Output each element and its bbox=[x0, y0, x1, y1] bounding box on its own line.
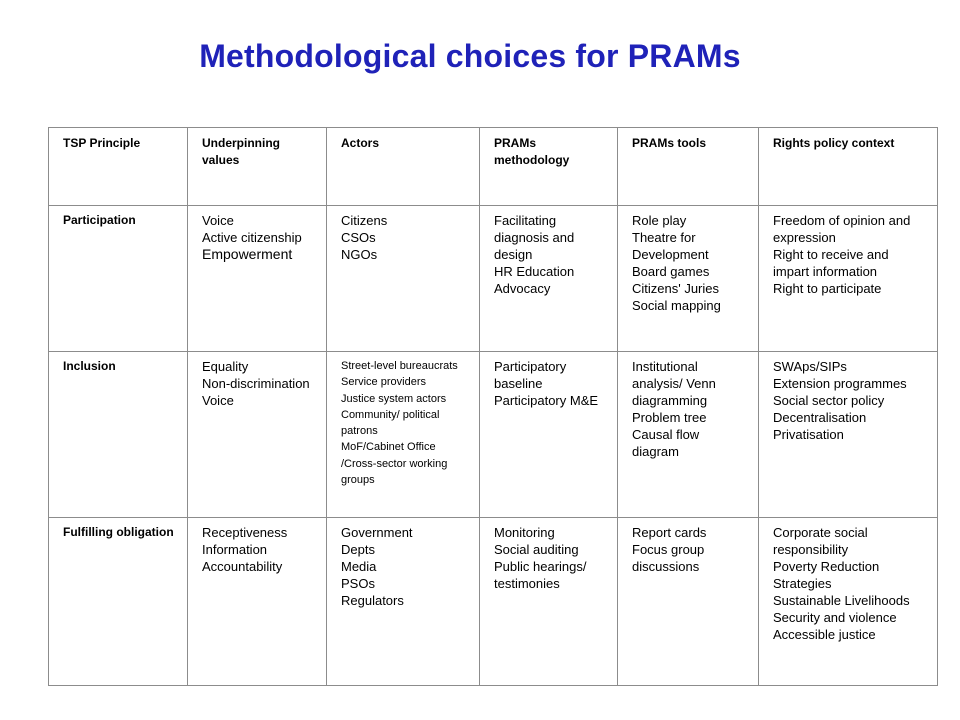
actors-cell bbox=[327, 206, 480, 352]
cell-line: CSOs bbox=[341, 230, 376, 245]
cell-line: Government bbox=[341, 525, 413, 540]
cell-line: Social mapping bbox=[632, 298, 721, 313]
cell-line: Accountability bbox=[202, 559, 283, 574]
cell-line: Regulators bbox=[341, 593, 404, 608]
cell-line: Problem tree bbox=[632, 410, 707, 425]
cell-line: Theatre for Development bbox=[632, 230, 709, 262]
cell-line: Social auditing bbox=[494, 542, 579, 557]
policy-cell bbox=[759, 352, 938, 518]
cell-line: Privatisation bbox=[773, 427, 844, 442]
methodology-cell bbox=[480, 518, 618, 686]
cell-line: Institutional analysis/ Venn diagramming bbox=[632, 359, 716, 408]
cell-line: Extension programmes bbox=[773, 376, 907, 391]
cell-line: HR Education bbox=[494, 264, 575, 279]
cell-line: NGOs bbox=[341, 247, 378, 262]
cell-line: Board games bbox=[632, 264, 710, 279]
cell-line: Right to participate bbox=[773, 281, 882, 296]
principle-cell: Inclusion bbox=[49, 352, 188, 518]
cell-line: Service providers bbox=[341, 376, 426, 389]
cell-line: Sustainable Livelihoods bbox=[773, 593, 910, 608]
cell-line: Information bbox=[202, 542, 268, 557]
cell-line: Poverty Reduction Strategies bbox=[773, 559, 880, 591]
cell-line: Equality bbox=[202, 359, 249, 374]
cell-line: Citizens' Juries bbox=[632, 281, 720, 296]
cell-line: Causal flow diagram bbox=[632, 427, 700, 459]
cell-line: Justice system actors bbox=[341, 392, 447, 405]
principle-cell: Fulfilling obligation bbox=[49, 518, 188, 686]
cell-line: Citizens bbox=[341, 213, 388, 228]
tools-cell bbox=[618, 518, 759, 686]
cell-line: Facilitating diagnosis and design bbox=[494, 213, 575, 262]
cell-line: Social sector policy bbox=[773, 393, 885, 408]
cell-line: Focus group discussions bbox=[632, 542, 705, 574]
methodology-cell bbox=[480, 352, 618, 518]
tools-cell bbox=[618, 352, 759, 518]
cell-line: Report cards bbox=[632, 525, 707, 540]
policy-cell bbox=[759, 206, 938, 352]
cell-line: Depts bbox=[341, 542, 375, 557]
cell-line: Accessible justice bbox=[773, 627, 876, 642]
principle-cell: Participation bbox=[49, 206, 188, 352]
table-header-row bbox=[49, 128, 938, 206]
cell-line: Role play bbox=[632, 213, 687, 228]
cell-line: Community/ political patrons bbox=[341, 408, 440, 438]
cell-line: Voice bbox=[202, 213, 234, 228]
column-header: PRAMs tools bbox=[618, 128, 759, 206]
cell-line: Participatory baseline bbox=[494, 359, 567, 391]
cell-line: SWAps/SIPs bbox=[773, 359, 847, 374]
table-row bbox=[49, 352, 938, 518]
cell-line: Freedom of opinion and expression bbox=[773, 213, 911, 245]
tools-cell bbox=[618, 206, 759, 352]
values-cell bbox=[188, 518, 327, 686]
values-cell bbox=[188, 206, 327, 352]
column-header: Actors bbox=[327, 128, 480, 206]
methodology-cell bbox=[480, 206, 618, 352]
column-header: Rights policy context bbox=[759, 128, 938, 206]
cell-line: PSOs bbox=[341, 576, 375, 591]
cell-line: MoF/Cabinet Office /Cross-sector working groups bbox=[341, 441, 448, 487]
cell-line: Advocacy bbox=[494, 281, 551, 296]
cell-line: Empowerment bbox=[202, 246, 293, 262]
cell-line: Corporate social responsibility bbox=[773, 525, 868, 557]
actors-cell bbox=[327, 518, 480, 686]
cell-line: Decentralisation bbox=[773, 410, 867, 425]
cell-line: Voice bbox=[202, 393, 234, 408]
column-header: Underpinning values bbox=[188, 128, 327, 206]
cell-line: Public hearings/ testimonies bbox=[494, 559, 587, 591]
cell-line: Receptiveness bbox=[202, 525, 288, 540]
cell-line: Participatory M&E bbox=[494, 393, 599, 408]
cell-line: Security and violence bbox=[773, 610, 897, 625]
policy-cell bbox=[759, 518, 938, 686]
values-cell bbox=[188, 352, 327, 518]
cell-line: Media bbox=[341, 559, 377, 574]
actors-cell bbox=[327, 352, 480, 518]
column-header: PRAMs methodology bbox=[480, 128, 618, 206]
cell-line: Street-level bureaucrats bbox=[341, 360, 458, 372]
table-row bbox=[49, 206, 938, 352]
slide-title: Methodological choices for PRAMs bbox=[199, 38, 741, 74]
table-row bbox=[49, 518, 938, 686]
cell-line: Active citizenship bbox=[202, 230, 302, 245]
cell-line: Right to receive and impart information bbox=[773, 247, 889, 279]
cell-line: Monitoring bbox=[494, 525, 555, 540]
cell-line: Non-discrimination bbox=[202, 376, 310, 391]
column-header: TSP Principle bbox=[49, 128, 188, 206]
methodology-table bbox=[48, 127, 938, 686]
